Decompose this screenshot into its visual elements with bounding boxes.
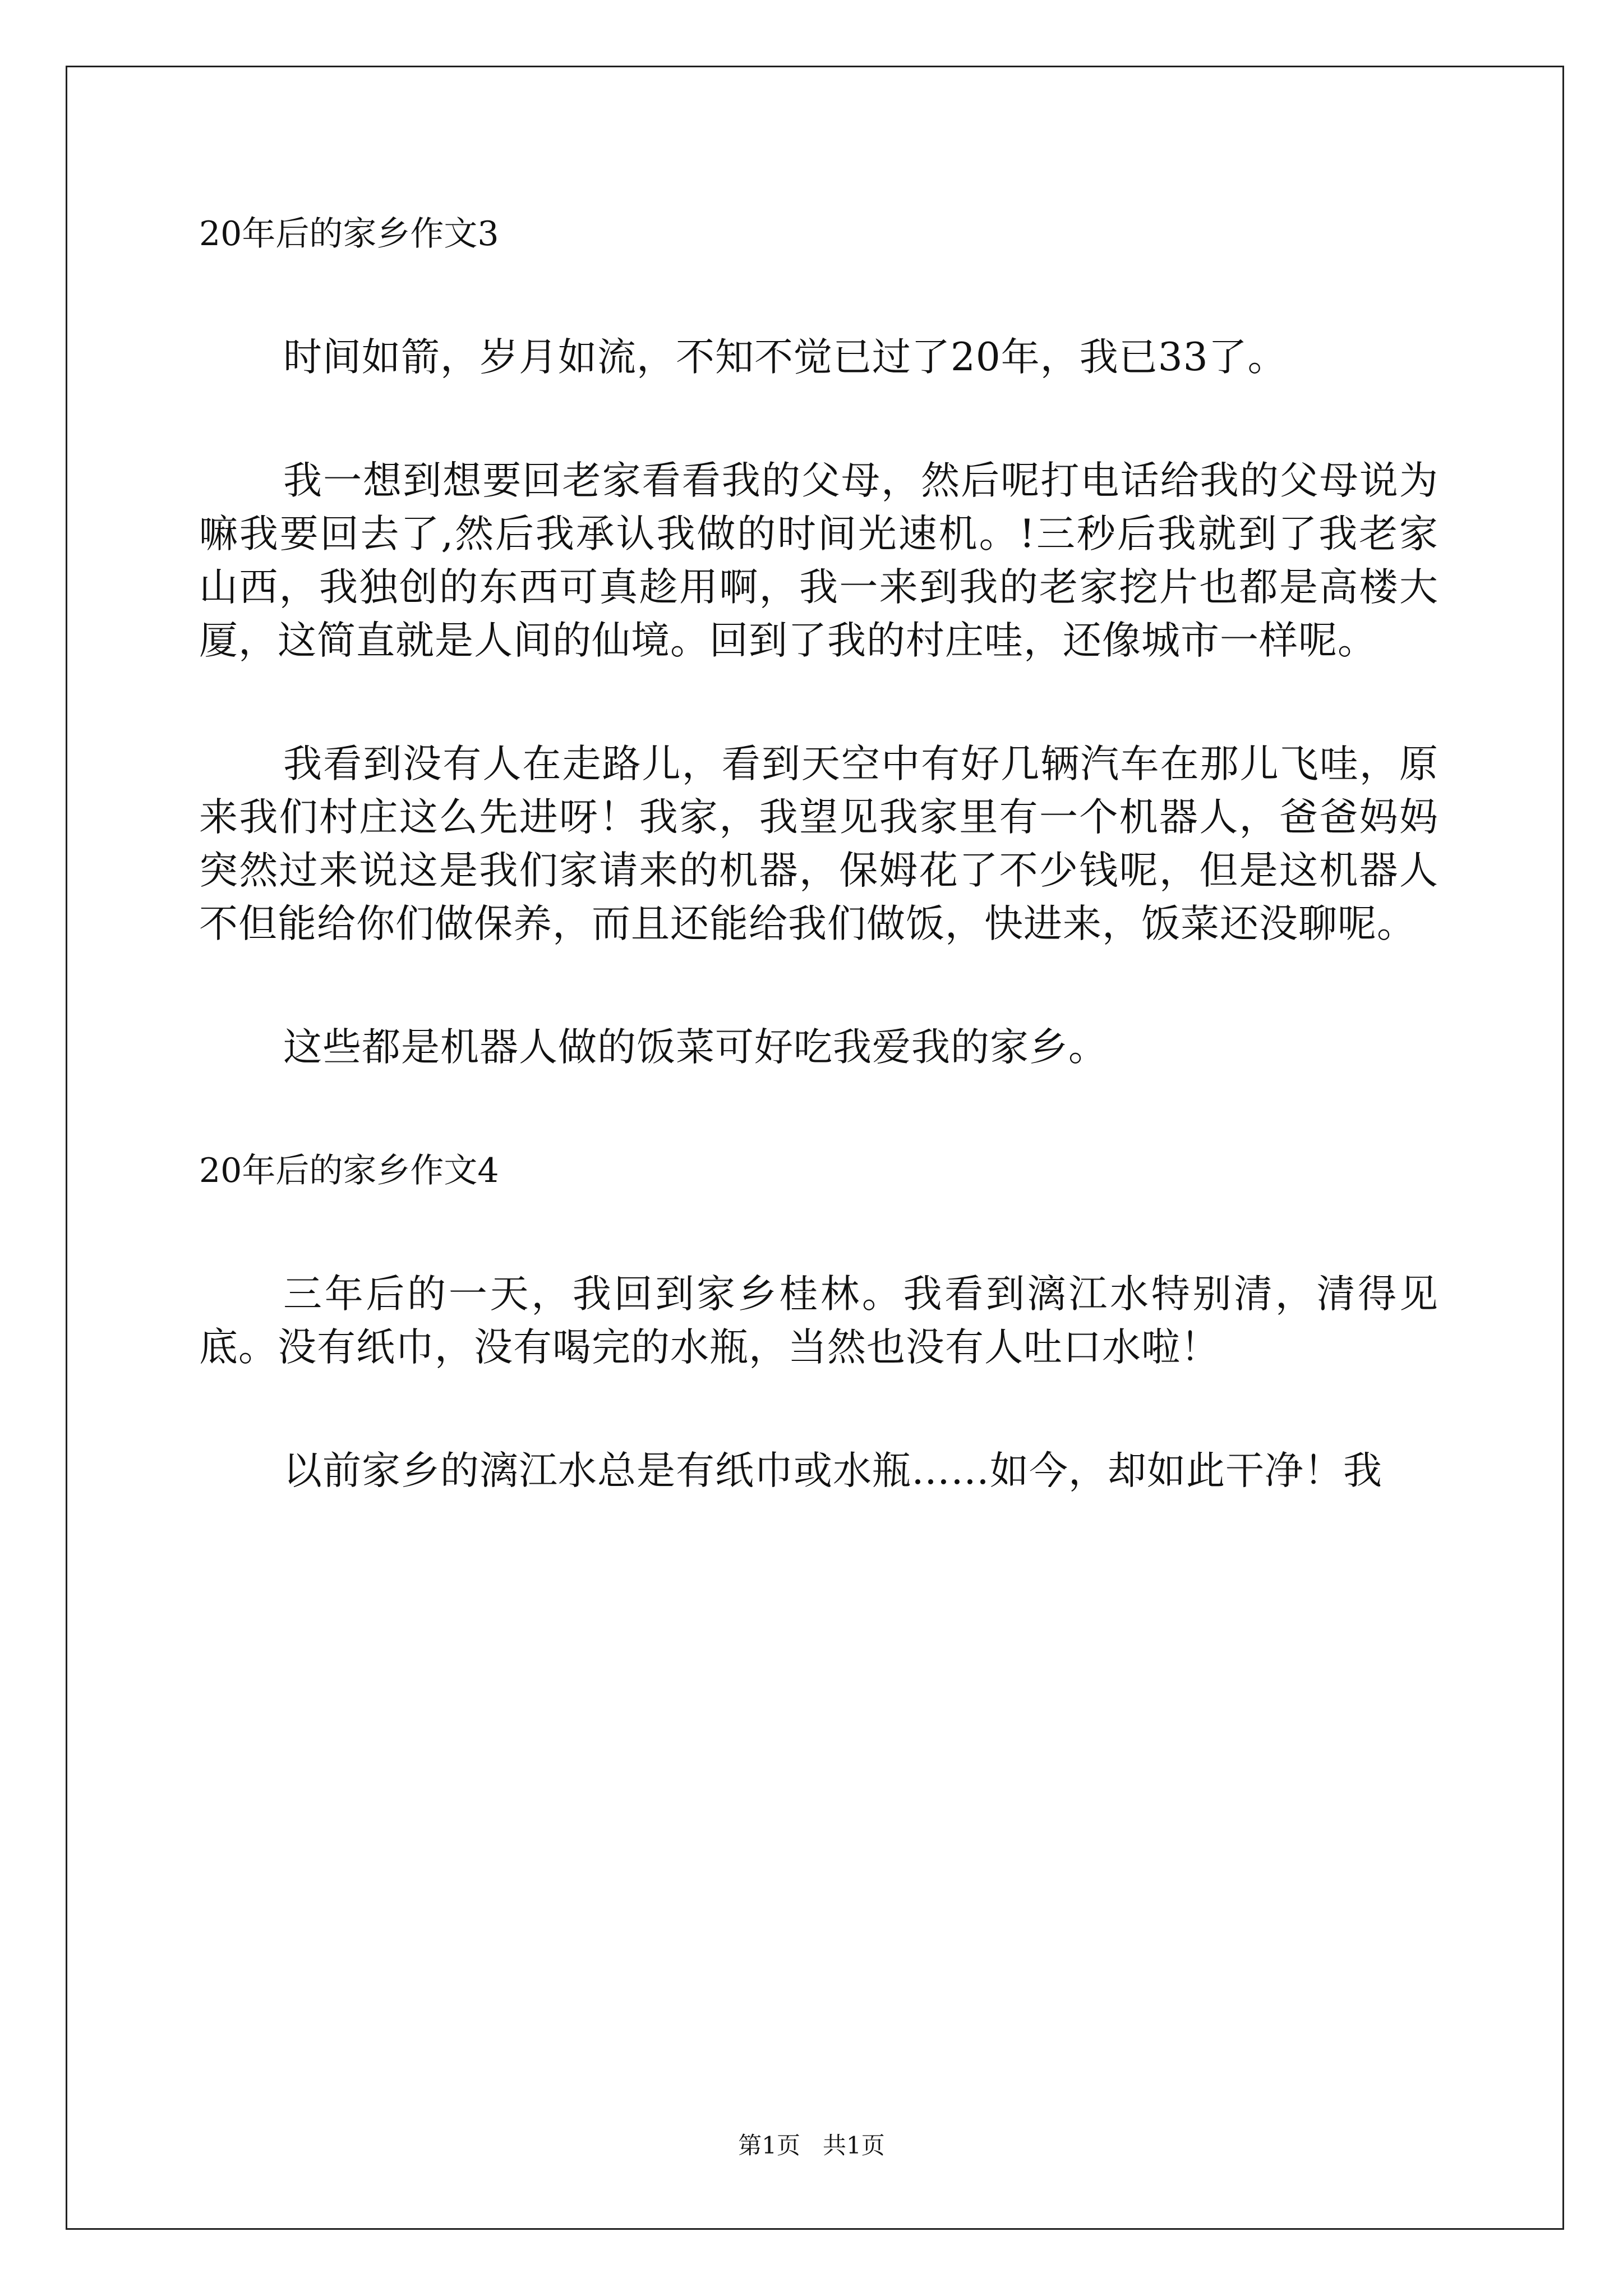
page-number: 第1页 共1页 xyxy=(738,2132,885,2159)
paragraph: 我一想到想要回老家看看我的父母，然后呢打电话给我的父母说为嘛我要回去了,然后我承认我做的时间光速机。!三秒后我就到了我老家山西，我独创的东西可真趁用啊，我一来到我的老家挖片也都是高楼大厦，这简直就是人间的仙境。回到了我的村庄哇，还像城市一样呢。 xyxy=(199,458,1438,663)
section-heading: 20年后的家乡作文3 xyxy=(199,214,499,254)
paragraph: 时间如箭，岁月如流，不知不觉已过了20年，我已33了。 xyxy=(283,335,1287,380)
paragraph: 这些都是机器人做的饭菜可好吃我爱我的家乡。 xyxy=(283,1025,1108,1070)
section-heading: 20年后的家乡作文4 xyxy=(199,1151,499,1190)
document-body xyxy=(199,208,1438,1568)
paragraph: 我看到没有人在走路儿，看到天空中有好几辆汽车在那儿飞哇，原来我们村庄这么先进呀！我家，我望见我家里有一个机器人，爸爸妈妈突然过来说这是我们家请来的机器，保姆花了不少钱呢，但是这机器人不但能给你们做保养，而且还能给我们做饭，快进来，饭菜还没聊呢。 xyxy=(199,742,1438,946)
paragraph: 以前家乡的漓江水总是有纸巾或水瓶……如今，却如此干净！我 xyxy=(283,1448,1382,1493)
paragraph: 三年后的一天，我回到家乡桂林。我看到漓江水特别清，清得见底。没有纸巾，没有喝完的水瓶，当然也没有人吐口水啦！ xyxy=(199,1272,1438,1370)
